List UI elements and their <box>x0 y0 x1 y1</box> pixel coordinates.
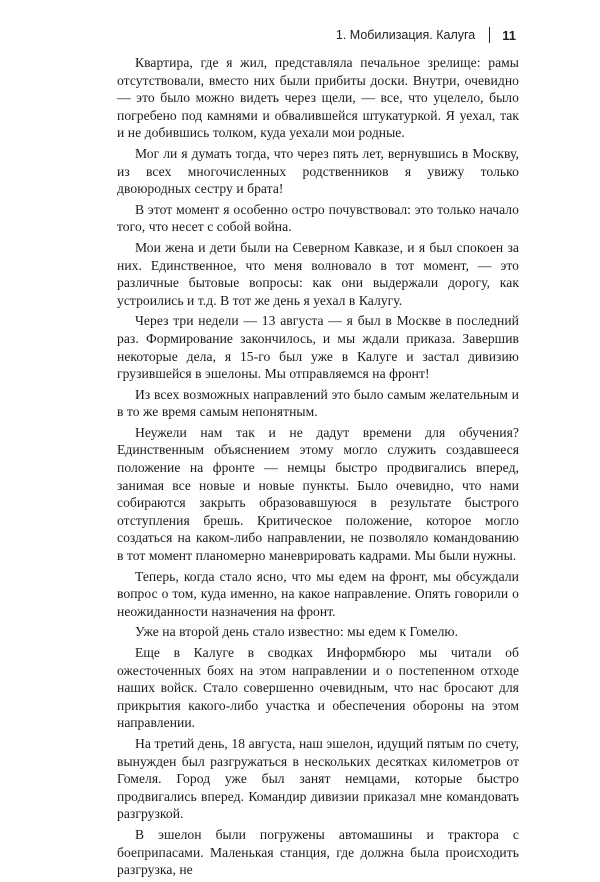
paragraph: В эшелон были погружены автомашины и трактора с боеприпасами. Маленькая станция, где должна была происходить разгрузка, не <box>117 826 519 878</box>
paragraph: Неужели нам так и не дадут времени для обучения? Единственным объяснением этому могло служить создавшееся положение на фронте — немцы быстро продвигались вперед, занимая все новые и новые пункты. Было очевидно, что нами собираются закрыть образовавшуюся в результате быстрого отступления брешь. Критическое положение, которое могло создаться на каком-либо направлении, не позволяло командованию в тот момент планомерно маневрировать кадрами. Мы были нужны. <box>117 424 519 564</box>
paragraph: На третий день, 18 августа, наш эшелон, идущий пятым по счету, вынужден был разгружаться в нескольких десятках километров от Гомеля. Город уже был занят немцами, которые быстро продвигались вперед. Командир дивизии приказал мне командовать разгрузкой. <box>117 735 519 822</box>
paragraph: Мои жена и дети были на Северном Кавказе, и я был спокоен за них. Единственное, что меня волновало в тот момент, — это различные бытовые вопросы: как они выдержали дорогу, как устроились и т.д. В тот же день я уехал в Калугу. <box>117 239 519 308</box>
paragraph: Через три недели — 13 августа — я был в Москве в последний раз. Формирование закончилось, и мы ждали приказа. Завершив некоторые дела, я 15-го был уже в Калуге и застал дивизию грузившейся в эшелоны. Мы отправляемся на фронт! <box>117 313 519 382</box>
paragraph: Квартира, где я жил, представляла печальное зрелище: рамы отсутствовали, вместо них были прибиты доски. Внутри, очевидно — это было можно видеть через щели, — все, что уцелело, было погребено под камнями и обвалившейся штукатуркой. Я уехал, так и не добившись толком, куда уехали мои родные. <box>117 55 519 141</box>
paragraph: Мог ли я думать тогда, что через пять лет, вернувшись в Москву, из всех многочисленных родственников я увижу только двоюродных сестру и брата! <box>117 145 519 197</box>
paragraph: Еще в Калуге в сводках Информбюро мы читали об ожесточенных боях на этом направлении и о постепенном отходе наших войск. Стало совершенно очевидным, что нас бросают для прикрытия какого-либо участка и обеспечения обороны на этом направлении. <box>117 645 519 731</box>
paragraph: В этот момент я особенно остро почувствовал: это только начало того, что несет с собой война. <box>117 201 519 235</box>
running-header <box>336 27 516 43</box>
paragraph: Из всех возможных направлений это было самым желательным и в то же время самым непонятным. <box>117 386 519 420</box>
paragraph: Теперь, когда стало ясно, что мы едем на фронт, мы обсуждали вопрос о том, куда именно, на какое направление. Опять говорили о неожиданности назначения на фронт. <box>117 568 519 619</box>
chapter-title: 1. Мобилизация. Калуга <box>335 28 476 42</box>
header-divider <box>489 27 490 43</box>
paragraph: Уже на второй день стало известно: мы едем к Гомелю. <box>135 624 459 640</box>
body-text <box>117 54 519 882</box>
page-number: 11 <box>502 27 516 43</box>
